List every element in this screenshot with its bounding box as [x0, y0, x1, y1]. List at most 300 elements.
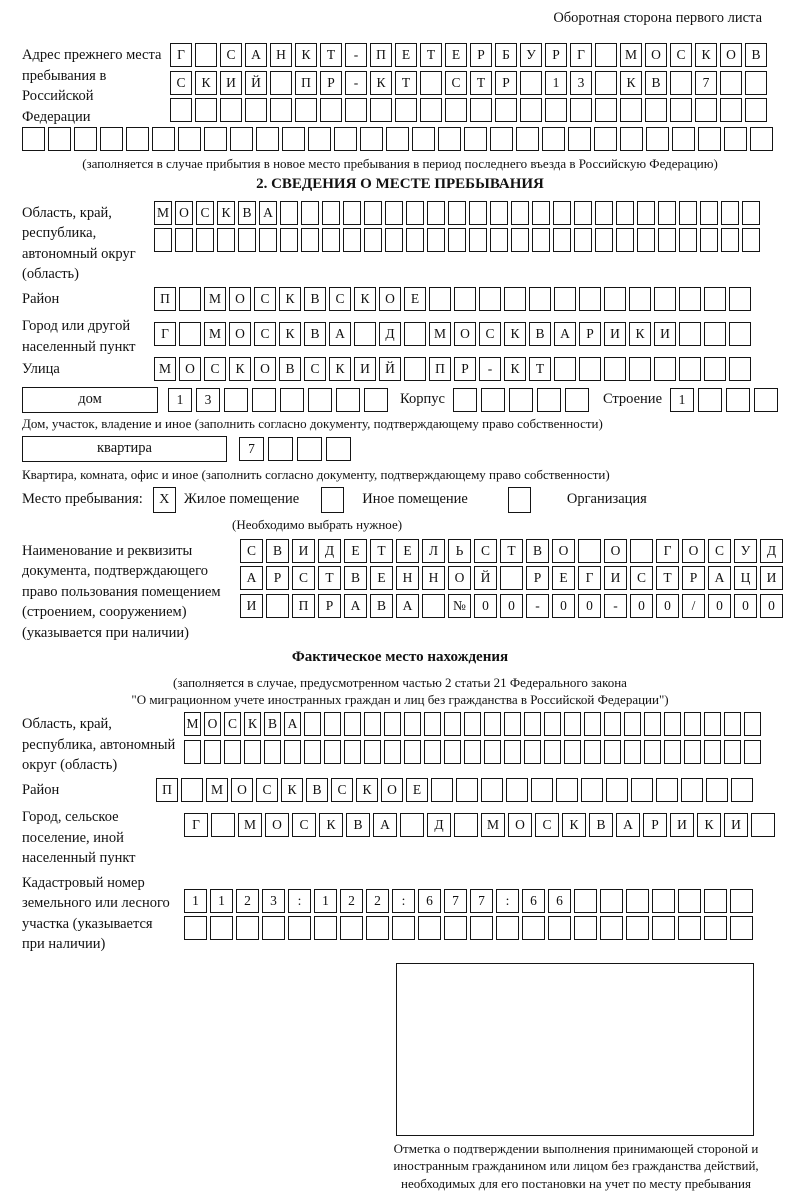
grid-cell[interactable]: О — [381, 778, 403, 802]
fact-gorod-cells[interactable] — [184, 813, 778, 837]
grid-cell[interactable]: Й — [245, 71, 267, 95]
grid-cell[interactable] — [684, 740, 701, 764]
grid-cell[interactable]: А — [245, 43, 267, 67]
grid-cell[interactable] — [637, 228, 655, 252]
grid-cell[interactable] — [100, 127, 123, 151]
grid-cell[interactable] — [520, 98, 542, 122]
grid-cell[interactable]: С — [224, 712, 241, 736]
grid-cell[interactable]: И — [604, 322, 626, 346]
grid-cell[interactable] — [406, 228, 424, 252]
grid-cell[interactable] — [336, 388, 360, 412]
grid-cell[interactable]: 7 — [239, 437, 264, 461]
grid-cell[interactable]: - — [479, 357, 501, 381]
grid-cell[interactable] — [334, 127, 357, 151]
grid-cell[interactable] — [751, 813, 775, 837]
grid-cell[interactable] — [745, 98, 767, 122]
grid-cell[interactable] — [406, 201, 424, 225]
grid-cell[interactable]: - — [345, 43, 367, 67]
grid-cell[interactable] — [745, 71, 767, 95]
grid-cell[interactable] — [678, 889, 701, 913]
grid-cell[interactable]: О — [229, 287, 251, 311]
grid-cell[interactable]: М — [206, 778, 228, 802]
grid-cell[interactable] — [754, 388, 778, 412]
grid-cell[interactable] — [565, 388, 589, 412]
grid-cell[interactable] — [564, 740, 581, 764]
grid-cell[interactable]: Й — [474, 566, 497, 590]
grid-cell[interactable] — [301, 201, 319, 225]
grid-cell[interactable] — [724, 712, 741, 736]
grid-cell[interactable]: 1 — [210, 889, 233, 913]
grid-cell[interactable] — [385, 201, 403, 225]
grid-cell[interactable] — [726, 388, 750, 412]
grid-cell[interactable] — [280, 388, 304, 412]
grid-cell[interactable]: К — [279, 287, 301, 311]
grid-cell[interactable] — [366, 916, 389, 940]
grid-cell[interactable] — [524, 740, 541, 764]
grid-cell[interactable]: К — [695, 43, 717, 67]
grid-cell[interactable] — [542, 127, 565, 151]
grid-cell[interactable]: 7 — [695, 71, 717, 95]
grid-cell[interactable]: В — [306, 778, 328, 802]
grid-cell[interactable] — [370, 98, 392, 122]
grid-cell[interactable]: 0 — [630, 594, 653, 618]
grid-cell[interactable] — [322, 201, 340, 225]
grid-cell[interactable] — [48, 127, 71, 151]
grid-cell[interactable] — [742, 201, 760, 225]
grid-cell[interactable] — [720, 98, 742, 122]
grid-cell[interactable] — [340, 916, 363, 940]
grid-cell[interactable]: Е — [370, 566, 393, 590]
grid-cell[interactable] — [295, 98, 317, 122]
stroenie-cells[interactable] — [670, 388, 778, 412]
grid-cell[interactable]: У — [520, 43, 542, 67]
grid-cell[interactable]: Р — [579, 322, 601, 346]
grid-cell[interactable] — [626, 916, 649, 940]
raion-cells[interactable] — [154, 287, 778, 311]
grid-cell[interactable]: К — [281, 778, 303, 802]
grid-cell[interactable] — [595, 228, 613, 252]
grid-cell[interactable] — [444, 740, 461, 764]
prev-address-row-1[interactable] — [170, 43, 778, 67]
kvartira-cells[interactable] — [239, 437, 351, 461]
grid-cell[interactable]: Н — [396, 566, 419, 590]
grid-cell[interactable]: О — [265, 813, 289, 837]
grid-cell[interactable] — [262, 916, 285, 940]
grid-cell[interactable]: Т — [395, 71, 417, 95]
grid-cell[interactable] — [448, 228, 466, 252]
grid-cell[interactable]: Г — [570, 43, 592, 67]
grid-cell[interactable] — [706, 778, 728, 802]
grid-cell[interactable]: Р — [545, 43, 567, 67]
grid-cell[interactable] — [595, 71, 617, 95]
grid-cell[interactable]: В — [266, 539, 289, 563]
prev-address-row-4[interactable] — [22, 127, 778, 151]
grid-cell[interactable] — [744, 712, 761, 736]
grid-cell[interactable]: К — [244, 712, 261, 736]
grid-cell[interactable] — [484, 740, 501, 764]
grid-cell[interactable] — [644, 712, 661, 736]
grid-cell[interactable] — [74, 127, 97, 151]
gorod-cells[interactable] — [154, 322, 778, 346]
grid-cell[interactable] — [429, 287, 451, 311]
grid-cell[interactable] — [464, 712, 481, 736]
grid-cell[interactable] — [154, 228, 172, 252]
grid-cell[interactable]: У — [734, 539, 757, 563]
grid-cell[interactable]: К — [620, 71, 642, 95]
grid-cell[interactable]: С — [304, 357, 326, 381]
grid-cell[interactable]: 1 — [545, 71, 567, 95]
grid-cell[interactable]: Е — [344, 539, 367, 563]
grid-cell[interactable]: М — [481, 813, 505, 837]
grid-cell[interactable]: К — [329, 357, 351, 381]
grid-cell[interactable] — [704, 916, 727, 940]
grid-cell[interactable] — [195, 98, 217, 122]
grid-cell[interactable]: О — [175, 201, 193, 225]
grid-cell[interactable]: С — [670, 43, 692, 67]
grid-cell[interactable]: № — [448, 594, 471, 618]
grid-cell[interactable] — [424, 740, 441, 764]
grid-cell[interactable]: С — [254, 322, 276, 346]
korpus-cells[interactable] — [453, 388, 589, 412]
grid-cell[interactable] — [524, 712, 541, 736]
grid-cell[interactable] — [604, 287, 626, 311]
grid-cell[interactable]: А — [708, 566, 731, 590]
grid-cell[interactable]: М — [429, 322, 451, 346]
grid-cell[interactable] — [343, 201, 361, 225]
grid-cell[interactable]: : — [496, 889, 519, 913]
grid-cell[interactable]: Р — [266, 566, 289, 590]
grid-cell[interactable] — [314, 916, 337, 940]
grid-cell[interactable]: Д — [760, 539, 783, 563]
grid-cell[interactable] — [698, 388, 722, 412]
grid-cell[interactable] — [654, 287, 676, 311]
grid-cell[interactable] — [500, 566, 523, 590]
grid-cell[interactable]: Д — [427, 813, 451, 837]
grid-cell[interactable] — [344, 740, 361, 764]
grid-cell[interactable]: И — [654, 322, 676, 346]
grid-cell[interactable] — [624, 740, 641, 764]
grid-cell[interactable]: В — [529, 322, 551, 346]
grid-cell[interactable]: 1 — [670, 388, 694, 412]
document-row-1[interactable] — [240, 539, 778, 563]
grid-cell[interactable] — [724, 740, 741, 764]
grid-cell[interactable] — [704, 287, 726, 311]
grid-cell[interactable] — [553, 228, 571, 252]
grid-cell[interactable] — [418, 916, 441, 940]
grid-cell[interactable] — [326, 437, 351, 461]
prev-address-row-3[interactable] — [170, 98, 778, 122]
grid-cell[interactable] — [438, 127, 461, 151]
grid-cell[interactable] — [270, 71, 292, 95]
grid-cell[interactable] — [616, 228, 634, 252]
grid-cell[interactable] — [324, 740, 341, 764]
grid-cell[interactable] — [574, 916, 597, 940]
grid-cell[interactable] — [280, 201, 298, 225]
grid-cell[interactable] — [22, 127, 45, 151]
grid-cell[interactable]: С — [292, 566, 315, 590]
grid-cell[interactable] — [179, 322, 201, 346]
grid-cell[interactable]: Т — [320, 43, 342, 67]
grid-cell[interactable] — [454, 813, 478, 837]
grid-cell[interactable] — [184, 916, 207, 940]
grid-cell[interactable] — [656, 778, 678, 802]
prev-address-row-2[interactable] — [170, 71, 778, 95]
grid-cell[interactable] — [620, 127, 643, 151]
grid-cell[interactable] — [509, 388, 533, 412]
grid-cell[interactable] — [658, 201, 676, 225]
grid-cell[interactable] — [545, 98, 567, 122]
grid-cell[interactable] — [721, 228, 739, 252]
grid-cell[interactable] — [544, 740, 561, 764]
fact-oblast-row-1[interactable] — [184, 712, 778, 736]
grid-cell[interactable]: О — [508, 813, 532, 837]
grid-cell[interactable]: С — [479, 322, 501, 346]
grid-cell[interactable]: 0 — [474, 594, 497, 618]
grid-cell[interactable]: В — [526, 539, 549, 563]
grid-cell[interactable]: О — [645, 43, 667, 67]
grid-cell[interactable]: А — [284, 712, 301, 736]
grid-cell[interactable] — [220, 98, 242, 122]
grid-cell[interactable] — [578, 539, 601, 563]
grid-cell[interactable]: В — [370, 594, 393, 618]
grid-cell[interactable]: К — [370, 71, 392, 95]
grid-cell[interactable]: М — [184, 712, 201, 736]
grid-cell[interactable] — [564, 712, 581, 736]
grid-cell[interactable]: В — [264, 712, 281, 736]
grid-cell[interactable]: С — [535, 813, 559, 837]
grid-cell[interactable]: О — [448, 566, 471, 590]
grid-cell[interactable] — [304, 712, 321, 736]
checkbox-inoe[interactable] — [321, 487, 344, 513]
grid-cell[interactable] — [504, 712, 521, 736]
grid-cell[interactable]: В — [645, 71, 667, 95]
grid-cell[interactable]: О — [682, 539, 705, 563]
grid-cell[interactable] — [548, 916, 571, 940]
grid-cell[interactable] — [230, 127, 253, 151]
grid-cell[interactable] — [424, 712, 441, 736]
grid-cell[interactable]: А — [373, 813, 397, 837]
grid-cell[interactable] — [422, 594, 445, 618]
kadastr-row-1[interactable] — [184, 889, 778, 913]
grid-cell[interactable] — [404, 357, 426, 381]
grid-cell[interactable]: П — [370, 43, 392, 67]
grid-cell[interactable] — [626, 889, 649, 913]
grid-cell[interactable]: О — [231, 778, 253, 802]
grid-cell[interactable] — [604, 740, 621, 764]
grid-cell[interactable] — [481, 778, 503, 802]
grid-cell[interactable] — [704, 712, 721, 736]
grid-cell[interactable] — [301, 228, 319, 252]
grid-cell[interactable] — [266, 594, 289, 618]
grid-cell[interactable] — [568, 127, 591, 151]
grid-cell[interactable]: К — [354, 287, 376, 311]
grid-cell[interactable]: С — [630, 566, 653, 590]
grid-cell[interactable] — [624, 712, 641, 736]
grid-cell[interactable]: 7 — [470, 889, 493, 913]
grid-cell[interactable] — [506, 778, 528, 802]
grid-cell[interactable]: К — [504, 357, 526, 381]
grid-cell[interactable]: Е — [445, 43, 467, 67]
grid-cell[interactable]: В — [304, 287, 326, 311]
grid-cell[interactable] — [490, 228, 508, 252]
grid-cell[interactable] — [637, 201, 655, 225]
grid-cell[interactable] — [282, 127, 305, 151]
grid-cell[interactable] — [245, 98, 267, 122]
grid-cell[interactable]: / — [682, 594, 705, 618]
grid-cell[interactable]: П — [292, 594, 315, 618]
grid-cell[interactable]: И — [724, 813, 748, 837]
grid-cell[interactable]: К — [356, 778, 378, 802]
grid-cell[interactable] — [720, 71, 742, 95]
grid-cell[interactable] — [469, 201, 487, 225]
ulitsa-cells[interactable] — [154, 357, 778, 381]
grid-cell[interactable] — [504, 740, 521, 764]
grid-cell[interactable]: П — [295, 71, 317, 95]
grid-cell[interactable]: В — [745, 43, 767, 67]
grid-cell[interactable] — [664, 740, 681, 764]
grid-cell[interactable] — [448, 201, 466, 225]
grid-cell[interactable]: О — [254, 357, 276, 381]
grid-cell[interactable]: : — [288, 889, 311, 913]
oblast-row-2[interactable] — [154, 228, 778, 252]
grid-cell[interactable]: - — [345, 71, 367, 95]
grid-cell[interactable] — [464, 127, 487, 151]
grid-cell[interactable] — [412, 127, 435, 151]
grid-cell[interactable]: В — [304, 322, 326, 346]
grid-cell[interactable]: В — [238, 201, 256, 225]
grid-cell[interactable] — [700, 228, 718, 252]
grid-cell[interactable] — [556, 778, 578, 802]
grid-cell[interactable] — [704, 357, 726, 381]
grid-cell[interactable] — [670, 98, 692, 122]
grid-cell[interactable]: Р — [470, 43, 492, 67]
grid-cell[interactable]: С — [204, 357, 226, 381]
grid-cell[interactable] — [454, 287, 476, 311]
grid-cell[interactable] — [444, 712, 461, 736]
grid-cell[interactable]: Р — [526, 566, 549, 590]
grid-cell[interactable] — [652, 916, 675, 940]
grid-cell[interactable]: И — [220, 71, 242, 95]
grid-cell[interactable]: 6 — [522, 889, 545, 913]
grid-cell[interactable]: Г — [656, 539, 679, 563]
grid-cell[interactable] — [724, 127, 747, 151]
grid-cell[interactable]: Н — [422, 566, 445, 590]
grid-cell[interactable] — [364, 740, 381, 764]
grid-cell[interactable] — [529, 287, 551, 311]
grid-cell[interactable]: А — [396, 594, 419, 618]
grid-cell[interactable] — [395, 98, 417, 122]
grid-cell[interactable]: Г — [578, 566, 601, 590]
grid-cell[interactable]: - — [604, 594, 627, 618]
grid-cell[interactable] — [704, 322, 726, 346]
grid-cell[interactable] — [644, 740, 661, 764]
grid-cell[interactable] — [324, 712, 341, 736]
grid-cell[interactable] — [400, 813, 424, 837]
grid-cell[interactable] — [704, 740, 721, 764]
grid-cell[interactable] — [537, 388, 561, 412]
grid-cell[interactable] — [464, 740, 481, 764]
grid-cell[interactable] — [544, 712, 561, 736]
grid-cell[interactable]: К — [319, 813, 343, 837]
grid-cell[interactable] — [181, 778, 203, 802]
grid-cell[interactable]: Л — [422, 539, 445, 563]
grid-cell[interactable]: Т — [370, 539, 393, 563]
grid-cell[interactable] — [681, 778, 703, 802]
grid-cell[interactable] — [496, 916, 519, 940]
grid-cell[interactable] — [204, 127, 227, 151]
grid-cell[interactable] — [604, 357, 626, 381]
grid-cell[interactable] — [606, 778, 628, 802]
grid-cell[interactable]: 3 — [262, 889, 285, 913]
grid-cell[interactable] — [729, 322, 751, 346]
grid-cell[interactable]: 0 — [708, 594, 731, 618]
grid-cell[interactable] — [744, 740, 761, 764]
grid-cell[interactable]: Д — [379, 322, 401, 346]
grid-cell[interactable]: 1 — [184, 889, 207, 913]
grid-cell[interactable] — [345, 98, 367, 122]
grid-cell[interactable]: Р — [320, 71, 342, 95]
grid-cell[interactable] — [731, 778, 753, 802]
grid-cell[interactable] — [364, 388, 388, 412]
grid-cell[interactable]: Г — [154, 322, 176, 346]
grid-cell[interactable]: К — [697, 813, 721, 837]
grid-cell[interactable] — [344, 712, 361, 736]
grid-cell[interactable]: О — [229, 322, 251, 346]
grid-cell[interactable]: Т — [420, 43, 442, 67]
grid-cell[interactable] — [238, 228, 256, 252]
grid-cell[interactable]: К — [504, 322, 526, 346]
grid-cell[interactable] — [511, 201, 529, 225]
grid-cell[interactable]: 0 — [552, 594, 575, 618]
grid-cell[interactable]: - — [526, 594, 549, 618]
grid-cell[interactable] — [384, 740, 401, 764]
grid-cell[interactable]: В — [346, 813, 370, 837]
grid-cell[interactable]: 2 — [340, 889, 363, 913]
grid-cell[interactable]: И — [670, 813, 694, 837]
grid-cell[interactable]: М — [154, 357, 176, 381]
grid-cell[interactable]: К — [279, 322, 301, 346]
grid-cell[interactable] — [679, 287, 701, 311]
grid-cell[interactable] — [620, 98, 642, 122]
grid-cell[interactable] — [420, 71, 442, 95]
grid-cell[interactable] — [364, 228, 382, 252]
grid-cell[interactable] — [574, 228, 592, 252]
grid-cell[interactable] — [175, 228, 193, 252]
grid-cell[interactable] — [579, 287, 601, 311]
grid-cell[interactable]: О — [204, 712, 221, 736]
grid-cell[interactable]: О — [604, 539, 627, 563]
grid-cell[interactable] — [204, 740, 221, 764]
grid-cell[interactable] — [420, 98, 442, 122]
grid-cell[interactable] — [470, 916, 493, 940]
grid-cell[interactable] — [343, 228, 361, 252]
grid-cell[interactable] — [654, 357, 676, 381]
grid-cell[interactable] — [679, 357, 701, 381]
grid-cell[interactable] — [629, 287, 651, 311]
grid-cell[interactable] — [574, 889, 597, 913]
grid-cell[interactable]: Т — [656, 566, 679, 590]
grid-cell[interactable] — [553, 201, 571, 225]
grid-cell[interactable]: Е — [395, 43, 417, 67]
grid-cell[interactable] — [453, 388, 477, 412]
document-row-3[interactable] — [240, 594, 778, 618]
grid-cell[interactable] — [404, 322, 426, 346]
grid-cell[interactable]: С — [170, 71, 192, 95]
grid-cell[interactable] — [384, 712, 401, 736]
grid-cell[interactable] — [264, 740, 281, 764]
grid-cell[interactable] — [244, 740, 261, 764]
grid-cell[interactable] — [195, 43, 217, 67]
